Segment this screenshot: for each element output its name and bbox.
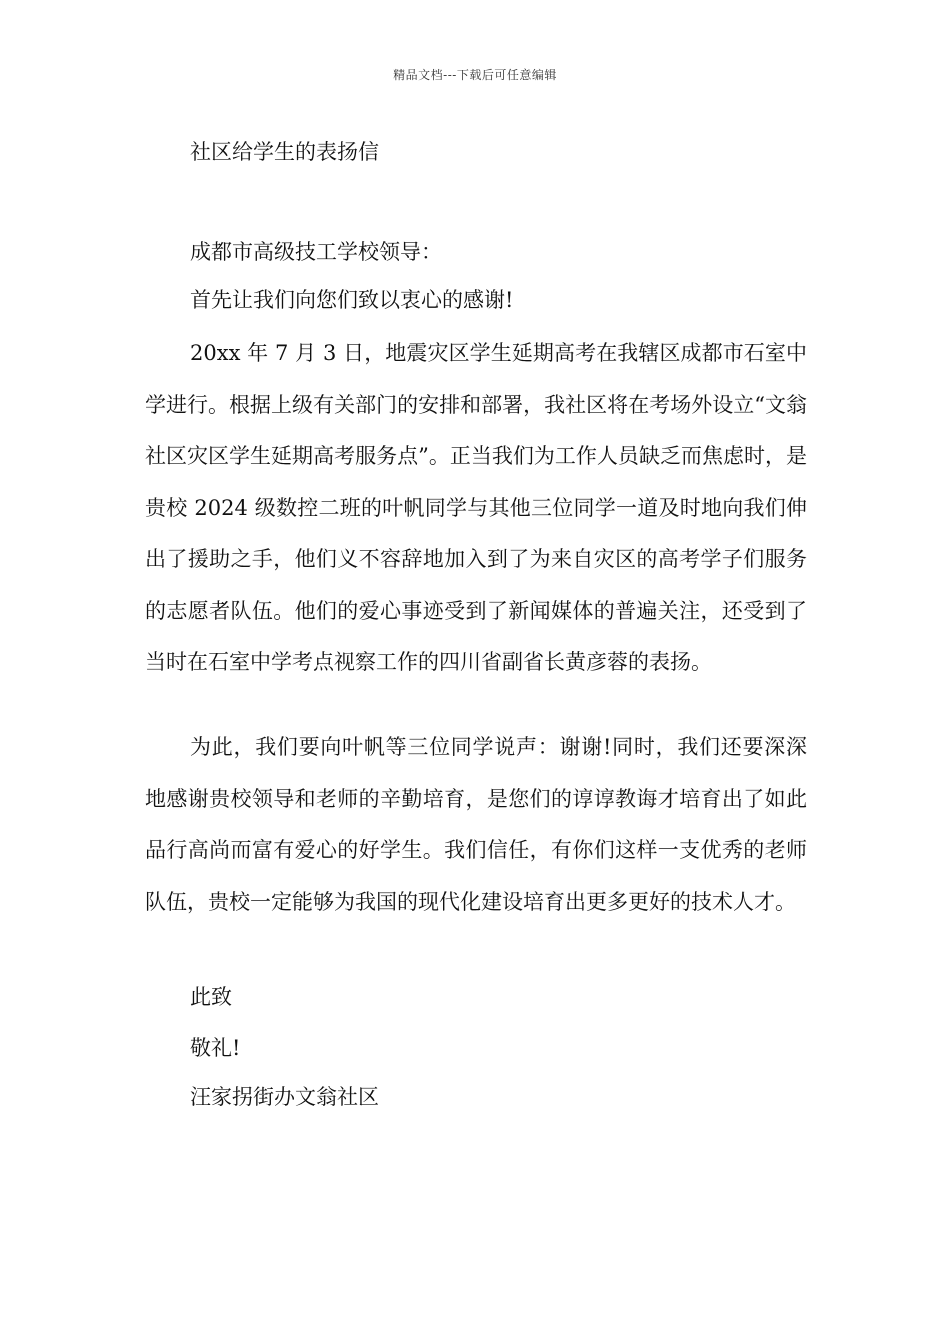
- closing-line-1: 此致: [190, 985, 232, 1009]
- closing-line-2: 敬礼!: [190, 1036, 241, 1060]
- salutation: 成都市高级技工学校领导：: [190, 240, 442, 264]
- letter-title: 社区给学生的表扬信: [190, 140, 379, 164]
- header-note: 精品文档---下载后可任意编辑: [393, 68, 557, 82]
- body-paragraph-1: 20xx 年 7 月 3 日，地震灾区学生延期高考在我辖区成都市石室中学进行。根据上级有关部门的安排和部署，我社区将在考场外设立“文翁社区灾区学生延期高考服务点”。正当我们为工作人员缺乏而焦虑时，是贵校 2024 级数控二班的叶帆同学与其他三位同学一道及时地向我们伸出了援助之手，他们义不容辞地加入到了为来自灾区的高考学子们服务的志愿者队伍。他们的爱心事迹受到了新闻媒体的普遍关注，还受到了当时在石室中学考点视察工作的四川省副省长黄彦蓉的表扬。: [145, 341, 807, 674]
- opening-line: 首先让我们向您们致以衷心的感谢!: [190, 288, 514, 312]
- body-paragraph-2: 为此，我们要向叶帆等三位同学说声：谢谢!同时，我们还要深深地感谢贵校领导和老师的辛勤培育，是您们的谆谆教诲才培育出了如此品行高尚而富有爱心的好学生。我们信任，有你们这样一支优秀的老师队伍，贵校一定能够为我国的现代化建设培育出更多更好的技术人才。: [145, 735, 807, 914]
- signature: 汪家拐街办文翁社区: [190, 1085, 379, 1109]
